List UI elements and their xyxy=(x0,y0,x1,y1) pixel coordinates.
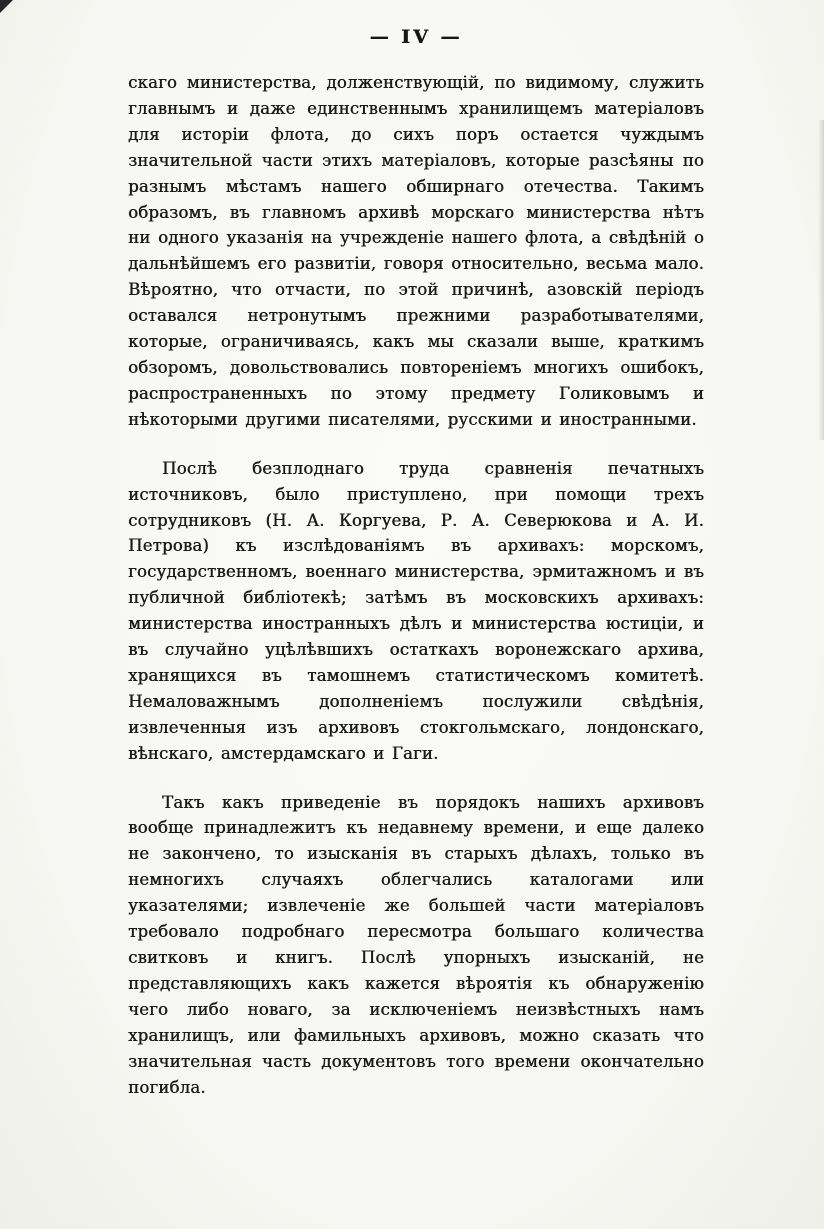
scan-artifact-corner xyxy=(0,0,13,13)
paragraph: Послѣ безплоднаго труда сравненія печатныхъ источниковъ, было приступлено, при помощи трехъ сотрудниковъ (Н. А. Коргуева, Р. А. Северюкова и А. И. Петрова) къ изслѣдованіямъ въ архивахъ: морскомъ, государственномъ, военнаго министерства, эрмитажномъ и въ публичной библіотекѣ; затѣмъ въ московскихъ архивахъ: министерства иностранныхъ дѣлъ и министерства юстиціи, и въ случайно уцѣлѣвшихъ остаткахъ воронежскаго архива, хранящихся въ тамошнемъ статистическомъ комитетѣ. Немаловажнымъ дополненіемъ послужили свѣдѣнія, извлеченныя изъ архивовъ стокгольмскаго, лондонскаго, вѣнскаго, амстердамскаго и Гаги. xyxy=(128,458,704,763)
text-block xyxy=(128,70,704,1123)
paragraph: Такъ какъ приведеніе въ порядокъ нашихъ архивовъ вообще принадлежитъ къ недавнему времени, и еще далеко не закончено, то изысканія въ старыхъ дѣлахъ, только въ немногихъ случаяхъ облегчались каталогами или указателями; извлеченіе же большей части матеріаловъ требовало подробнаго пересмотра большаго количества свитковъ и книгъ. Послѣ упорныхъ изысканій, не представляющихъ какъ кажется вѣроятія къ обнаруженію чего либо новаго, за исключеніемъ неизвѣстныхъ намъ хранилищъ, или фамильныхъ архивовъ, можно сказать что значительная часть документовъ того времени окончательно погибла. xyxy=(128,792,704,1097)
scan-edge-shadow xyxy=(818,120,824,440)
page-number: — IV — xyxy=(369,26,463,48)
paragraph-continuation: скаго министерства, долженствующій, по видимому, служить главнымъ и даже единственнымъ хранилищемъ матеріаловъ для исторіи флота, до сихъ поръ остается чуждымъ значительной части этихъ матеріаловъ, которые разсѣяны по разнымъ мѣстамъ нашего обширнаго отечества. Такимъ образомъ, въ главномъ архивѣ морскаго министерства нѣтъ ни одного указанія на учрежденіе нашего флота, а свѣдѣній о дальнѣйшемъ его развитіи, говоря относительно, весьма мало. Вѣроятно, что отчасти, по этой причинѣ, азовскій періодъ оставался нетронутымъ прежними разработывателями, которые, ограничиваясь, какъ мы сказали выше, краткимъ обзоромъ, довольствовались повтореніемъ многихъ ошибокъ, распространенныхъ по этому предмету Голиковымъ и нѣкоторыми другими писателями, русскими и иностранными. xyxy=(128,73,704,429)
